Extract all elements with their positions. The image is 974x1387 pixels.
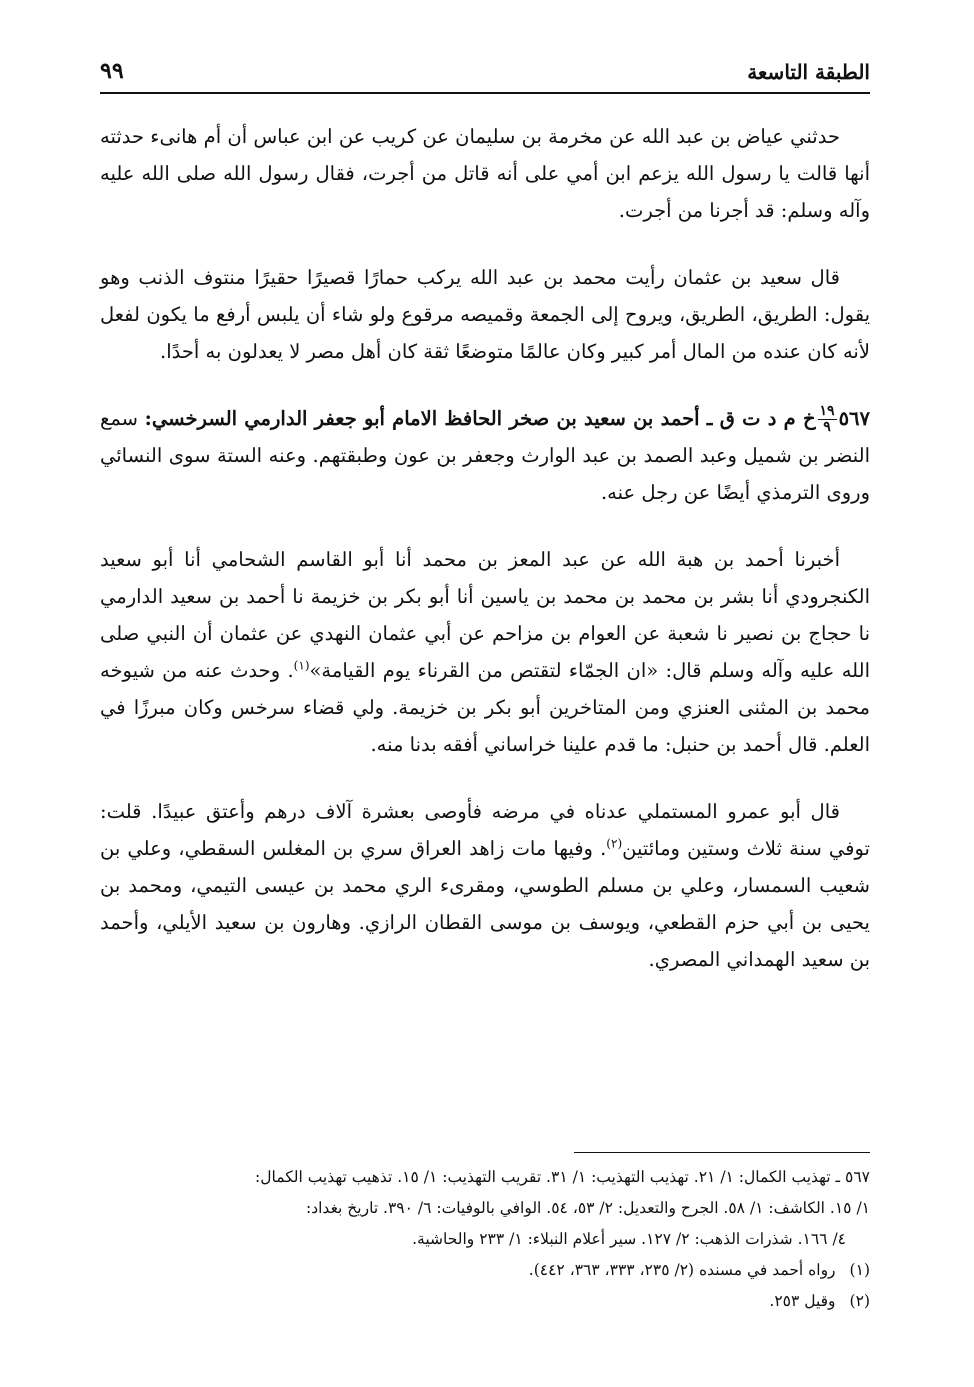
sources-line-2: ١/ ١٥. الكاشف: ١/ ٥٨. الجرح والتعديل: ٢/ ٥٣، ٥٤. الوافي بالوفيات: ٦/ ٣٩٠. تاريخ بغداد: <box>306 1199 870 1217</box>
fraction-top: ١٩ <box>819 403 835 419</box>
footnote-2-mark: (٢) <box>849 1292 870 1310</box>
entry-rank-fraction <box>818 404 837 435</box>
page-number: ٩٩ <box>100 58 124 84</box>
isnad-text-b: . وحدث عنه من شيوخه محمد بن المثنى العنزي ومن المتاخرين أبو بكر بن خزيمة. ولي قضاء سرخس وكان مبرزًا في العلم. قال أحمد بن حنبل: ما قدم علينا خراساني أفقه بدنا منه. <box>100 659 870 756</box>
footnote-1-mark: (١) <box>849 1261 870 1279</box>
footnote-2-text: وقيل ٢٥٣. <box>769 1292 836 1310</box>
footnote-divider <box>574 1152 870 1153</box>
sources-line-1: ٥٦٧ ـ تهذيب الكمال: ١/ ٢١. تهذيب التهذيب: ١/ ٣١. تقريب التهذيب: ١/ ١٥. تذهيب تهذيب الكمال: <box>255 1168 870 1186</box>
sources-line-3: ٤/ ١٦٦. شذرات الذهب: ٢/ ١٢٧. سير أعلام النبلاء: ١/ ٢٣٣ والحاشية. <box>412 1230 846 1248</box>
entry-heading <box>144 403 870 435</box>
paragraph-hadith-umm-hani: حدثني عياض بن عبد الله عن مخرمة بن سليمان عن كريب عن ابن عباس أن أم هانىء حدثته أنها قالت يا رسول الله يزعم ابن أمي على أنه قاتل من أجرت، فقال رسول الله صلى الله عليه وآله وسلم: قد أجرنا من أجرت. <box>100 125 870 222</box>
entry-number: ٥٦٧ <box>838 407 870 430</box>
footnote-ref-2[interactable]: (٢) <box>606 836 623 851</box>
footnote-1 <box>100 1255 870 1286</box>
paragraph-isnad <box>100 541 870 763</box>
main-text <box>100 118 870 978</box>
footnote-1-text: رواه أحمد في مسنده (٢/ ٢٣٥، ٣٣٣، ٣٦٣، ٤٤٢). <box>528 1261 836 1279</box>
entry-text: سمع النضر بن شميل وعبد الصمد بن عبد الوارث وجعفر بن عون وطبقتهم. وعنه الستة سوى النسائي وروى الترمذي أيضًا عن رجل عنه. <box>100 407 870 504</box>
isnad-text-a: أخبرنا أحمد بن هبة الله عن عبد المعز بن محمد أنا أبو القاسم الشحامي أنا أبو سعيد الكنجرودي أنا بشر بن محمد بن محمد بن ياسين أنا أبو بكر بن خزيمة نا أحمد بن سعيد الدارمي نا حجاج بن نصير نا شعبة عن العوام بن مزاحم عن أبي عثمان النهدي عن عثمان أن النبي صلى الله عليه وآله وسلم قال: «ان الجمّاء لتقتص من القرناء يوم القيامة» <box>100 548 870 682</box>
paragraph-death <box>100 793 870 978</box>
paragraph-said-bin-uthman: قال سعيد بن عثمان رأيت محمد بن عبد الله يركب حمارًا قصيرًا حقيرًا منتوف الذنب وهو يقول: الطريق، الطريق، ويروح إلى الجمعة وقميصه مرقوع ولو شاء أن يلبس أرفع ما يكون لفعل لأنه كان عنده من المال أمر كبير وكان عالمًا متوضعًا ثقة كان أهل مصر لا يعدلون به أحدًا. <box>100 266 870 363</box>
fraction-bottom: ٩ <box>823 419 831 435</box>
running-title: الطبقة التاسعة <box>747 60 870 84</box>
running-header <box>100 58 870 94</box>
biography-entry <box>100 400 870 511</box>
footnote-2 <box>100 1286 870 1317</box>
footnote-ref-1[interactable]: (١) <box>293 658 310 673</box>
entry-name: خ م د ت ق ـ أحمد بن سعيد بن صخر الحافظ الامام أبو جعفر الدارمي السرخسي: <box>144 407 816 430</box>
death-text-b: . وفيها مات زاهد العراق سري بن المغلس السقطي، وعلي بن شعيب السمسار، وعلي بن مسلم الطوسي، ومقرىء الري محمد بن عيسى التيمي، ومحمد بن يحيى بن أبي حزم القطعي، ويوسف بن موسى القطان الرازي. وهارون بن سعيد الأيلي، وأحمد بن سعيد الهمداني المصري. <box>100 837 870 971</box>
footnotes <box>100 1162 870 1317</box>
death-text-a: قال أبو عمرو المستملي عدناه في مرضه فأوصى بعشرة آلاف درهم وأعتق عبيدًا. قلت: توفي سنة ثلاث وستين ومائتين <box>100 800 870 860</box>
